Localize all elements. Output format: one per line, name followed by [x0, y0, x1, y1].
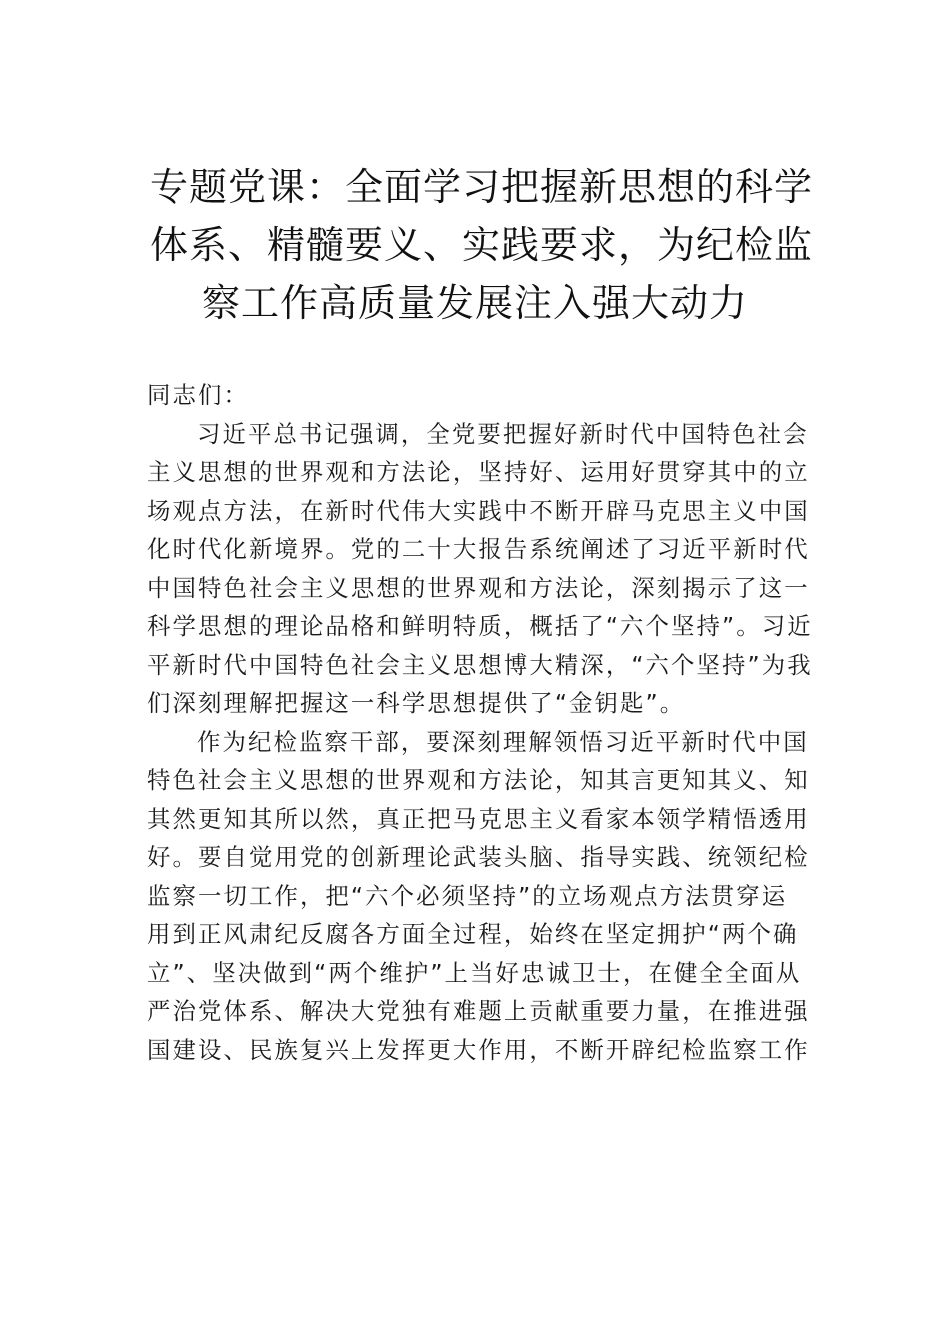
paragraph-line: 特色社会主义思想的世界观和方法论，知其言更知其义、知	[147, 766, 810, 794]
paragraph-line: 国建设、民族复兴上发挥更大作用，不断开辟纪检监察工作	[147, 1035, 810, 1064]
paragraph-line: 作为纪检监察干部，要深刻理解领悟习近平新时代中国	[197, 727, 809, 756]
title-line-1: 专题党课：全面学习把握新思想的科学	[150, 165, 814, 209]
paragraph-line: 好。要自觉用党的创新理论武装头脑、指导实践、统领纪检	[147, 843, 810, 871]
paragraph-line: 中国特色社会主义思想的世界观和方法论，深刻揭示了这一	[147, 573, 810, 602]
title-line-2: 体系、精髓要义、实践要求，为纪检监	[150, 223, 814, 267]
paragraph-line: 严治党体系、解决大党独有难题上贡献重要力量，在推进强	[147, 997, 810, 1025]
paragraph-line: 主义思想的世界观和方法论，坚持好、运用好贯穿其中的立	[147, 458, 810, 486]
paragraph-line: 场观点方法，在新时代伟大实践中不断开辟马克思主义中国	[147, 496, 810, 525]
paragraph-line: 其然更知其所以然，真正把马克思主义看家本领学精悟透用	[147, 804, 810, 833]
salutation: 同志们：	[147, 381, 249, 409]
paragraph-1	[147, 415, 813, 723]
paragraph-line: 平新时代中国特色社会主义思想博大精深，“六个坚持”为我	[147, 650, 813, 679]
paragraph-line: 化时代化新境界。党的二十大报告系统阐述了习近平新时代	[147, 535, 810, 563]
document-body	[147, 376, 813, 1069]
paragraph-line: 立”、坚决做到“两个维护”上当好忠诚卫士，在健全全面从	[147, 958, 802, 987]
paragraph-line: 用到正风肃纪反腐各方面全过程，始终在坚定拥护“两个确	[147, 920, 799, 948]
paragraph-2	[147, 723, 810, 1070]
paragraph-line: 监察一切工作，把“六个必须坚持”的立场观点方法贯穿运	[147, 881, 788, 910]
paragraph-line: 科学思想的理论品格和鲜明特质，概括了“六个坚持”。习近	[147, 612, 813, 640]
document-title	[150, 158, 814, 332]
paragraph-line: 习近平总书记强调，全党要把握好新时代中国特色社会	[197, 419, 809, 448]
title-line-3: 察工作高质量发展注入强大动力	[201, 281, 748, 325]
paragraph-line: 们深刻理解把握这一科学思想提供了“金钥匙”。	[147, 689, 686, 717]
